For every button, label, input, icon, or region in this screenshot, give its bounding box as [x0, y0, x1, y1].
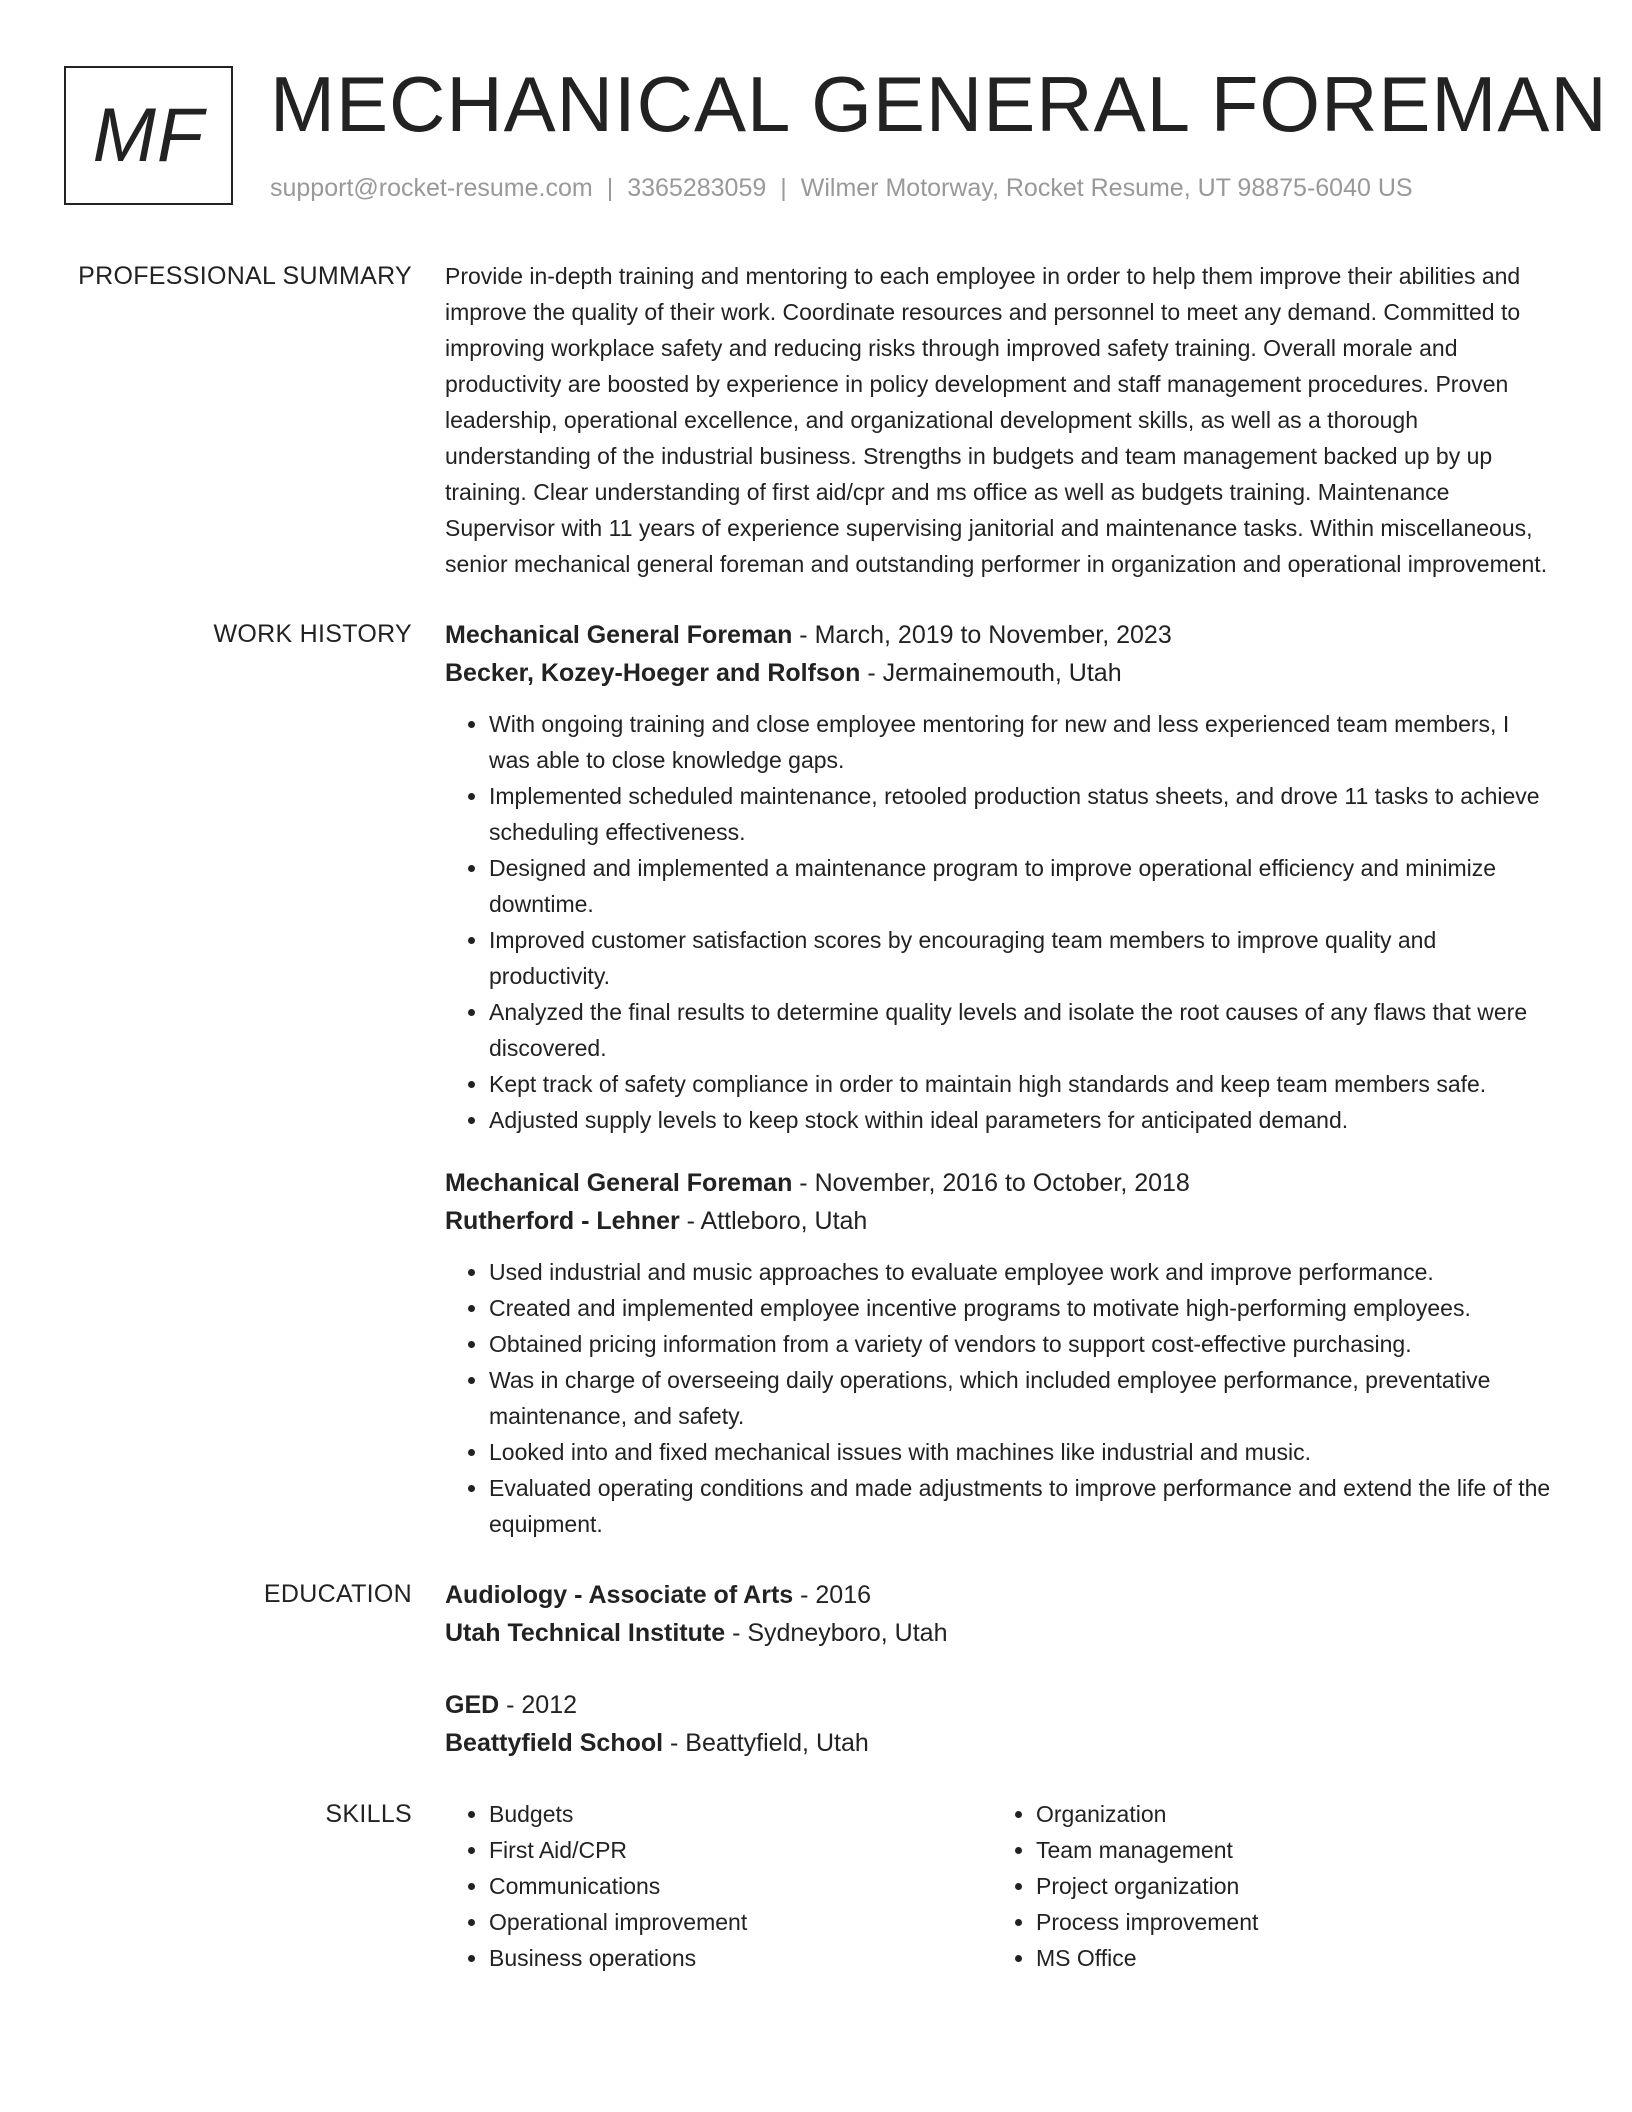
job-bullet: • Evaluated operating conditions and made adjustments to improve performance and extend the life of the equipment. [489, 1470, 1555, 1542]
job-bullet-list [445, 1254, 1555, 1542]
skills-column-left [445, 1796, 992, 1976]
section-heading-education: EDUCATION [263, 1580, 412, 1608]
job-bullet: • Improved customer satisfaction scores by encouraging team members to improve quality and productivity. [489, 922, 1555, 994]
work-history-section [0, 616, 1632, 1542]
skill-item: • Communications [489, 1868, 992, 1904]
job-company-line [445, 654, 1555, 692]
skill-item: • Project organization [1036, 1868, 1539, 1904]
education-location: - Sydneyboro, Utah [725, 1619, 948, 1647]
monogram-badge: MF [64, 66, 233, 205]
skills-body [445, 1796, 1555, 1976]
job-bullet: • Looked into and fixed mechanical issues with machines like industrial and music. [489, 1434, 1555, 1470]
education-degree-line [445, 1576, 1555, 1614]
job-dates: - November, 2016 to October, 2018 [792, 1169, 1190, 1197]
job-bullet: • With ongoing training and close employee mentoring for new and less experienced team members, I was able to close knowledge gaps. [489, 706, 1555, 778]
education-location: - Beattyfield, Utah [663, 1729, 869, 1757]
summary-section [0, 258, 1632, 582]
job-location: - Attleboro, Utah [679, 1207, 868, 1235]
job-bullet: • Obtained pricing information from a variety of vendors to support cost-effective purchasing. [489, 1326, 1555, 1362]
job-company-line [445, 1202, 1555, 1240]
resume-content [0, 258, 1632, 2010]
skill-item: • Budgets [489, 1796, 992, 1832]
job-title-line [445, 1164, 1555, 1202]
job-company: Becker, Kozey-Hoeger and Rolfson [445, 659, 861, 687]
skills-column-right [992, 1796, 1539, 1976]
job-dates: - March, 2019 to November, 2023 [792, 621, 1172, 649]
contact-email[interactable]: support@rocket-resume.com [270, 174, 593, 202]
education-section [0, 1576, 1632, 1762]
job-bullet: • Analyzed the final results to determine quality levels and isolate the root causes of any flaws that were discovered. [489, 994, 1555, 1066]
job-title-line [445, 616, 1555, 654]
resume-header [64, 60, 1608, 216]
job-title: Mechanical General Foreman [445, 1169, 793, 1197]
job-location: - Jermainemouth, Utah [860, 659, 1122, 687]
education-entry [445, 1686, 1555, 1762]
education-degree: GED [445, 1691, 500, 1719]
job-bullet: • Kept track of safety compliance in order to maintain high standards and keep team members safe. [489, 1066, 1555, 1102]
contact-line [270, 174, 1413, 203]
education-degree-line [445, 1686, 1555, 1724]
skill-item: • Process improvement [1036, 1904, 1539, 1940]
job-bullet: • Created and implemented employee incentive programs to motivate high-performing employees. [489, 1290, 1555, 1326]
education-body [445, 1576, 1555, 1762]
job-bullet: • Was in charge of overseeing daily operations, which included employee performance, preventative maintenance, and safety. [489, 1362, 1555, 1434]
skill-item: • Organization [1036, 1796, 1539, 1832]
education-entry [445, 1576, 1555, 1652]
skill-item: • First Aid/CPR [489, 1832, 992, 1868]
job-bullet: • Designed and implemented a maintenance program to improve operational efficiency and minimize downtime. [489, 850, 1555, 922]
skill-item: • MS Office [1036, 1940, 1539, 1976]
education-school: Utah Technical Institute [445, 1619, 726, 1647]
education-year: - 2012 [499, 1691, 578, 1719]
job-entry [445, 1164, 1555, 1542]
job-bullet: • Used industrial and music approaches to evaluate employee work and improve performance. [489, 1254, 1555, 1290]
education-school: Beattyfield School [445, 1729, 664, 1757]
job-company: Rutherford - Lehner [445, 1207, 680, 1235]
skills-grid [445, 1796, 1555, 1976]
section-heading-skills: SKILLS [325, 1800, 412, 1828]
education-school-line [445, 1724, 1555, 1762]
job-bullet: • Adjusted supply levels to keep stock within ideal parameters for anticipated demand. [489, 1102, 1555, 1138]
resume-title: MECHANICAL GENERAL FOREMAN [270, 60, 1608, 148]
job-title: Mechanical General Foreman [445, 621, 793, 649]
job-entry [445, 616, 1555, 1138]
job-bullet: • Implemented scheduled maintenance, retooled production status sheets, and drove 11 tasks to achieve scheduling effectiveness. [489, 778, 1555, 850]
education-year: - 2016 [793, 1581, 872, 1609]
skill-item: • Team management [1036, 1832, 1539, 1868]
contact-phone[interactable]: 3365283059 [627, 174, 767, 202]
contact-separator: | [780, 174, 787, 202]
contact-address: Wilmer Motorway, Rocket Resume, UT 98875-6040 US [800, 174, 1413, 202]
contact-separator: | [606, 174, 614, 202]
section-heading-work-history: WORK HISTORY [213, 620, 412, 648]
education-degree: Audiology - Associate of Arts [445, 1581, 794, 1609]
skill-item: • Operational improvement [489, 1904, 992, 1940]
skills-section [0, 1796, 1632, 1976]
summary-text: Provide in-depth training and mentoring to each employee in order to help them improve their abilities and improve the quality of their work. Coordinate resources and personnel to meet any demand. Committed to improving workplace safety and reducing risks through improved safety training. Overall morale and productivity are boosted by experience in policy development and staff management procedures. Proven leadership, operational excellence, and organizational development skills, as well as a thorough understanding of the industrial business. Strengths in budgets and team management backed up by up training. Clear understanding of first aid/cpr and ms office as well as budgets training. Maintenance Supervisor with 11 years of experience supervising janitorial and maintenance tasks. Within miscellaneous, senior mechanical general foreman and outstanding performer in organization and operational improvement. [445, 263, 1548, 577]
job-bullet-list [445, 706, 1555, 1138]
summary-body [445, 258, 1555, 582]
work-history-body [445, 616, 1555, 1542]
skill-item: • Business operations [489, 1940, 992, 1976]
section-heading-summary: PROFESSIONAL SUMMARY [78, 262, 412, 290]
education-school-line [445, 1614, 1555, 1652]
